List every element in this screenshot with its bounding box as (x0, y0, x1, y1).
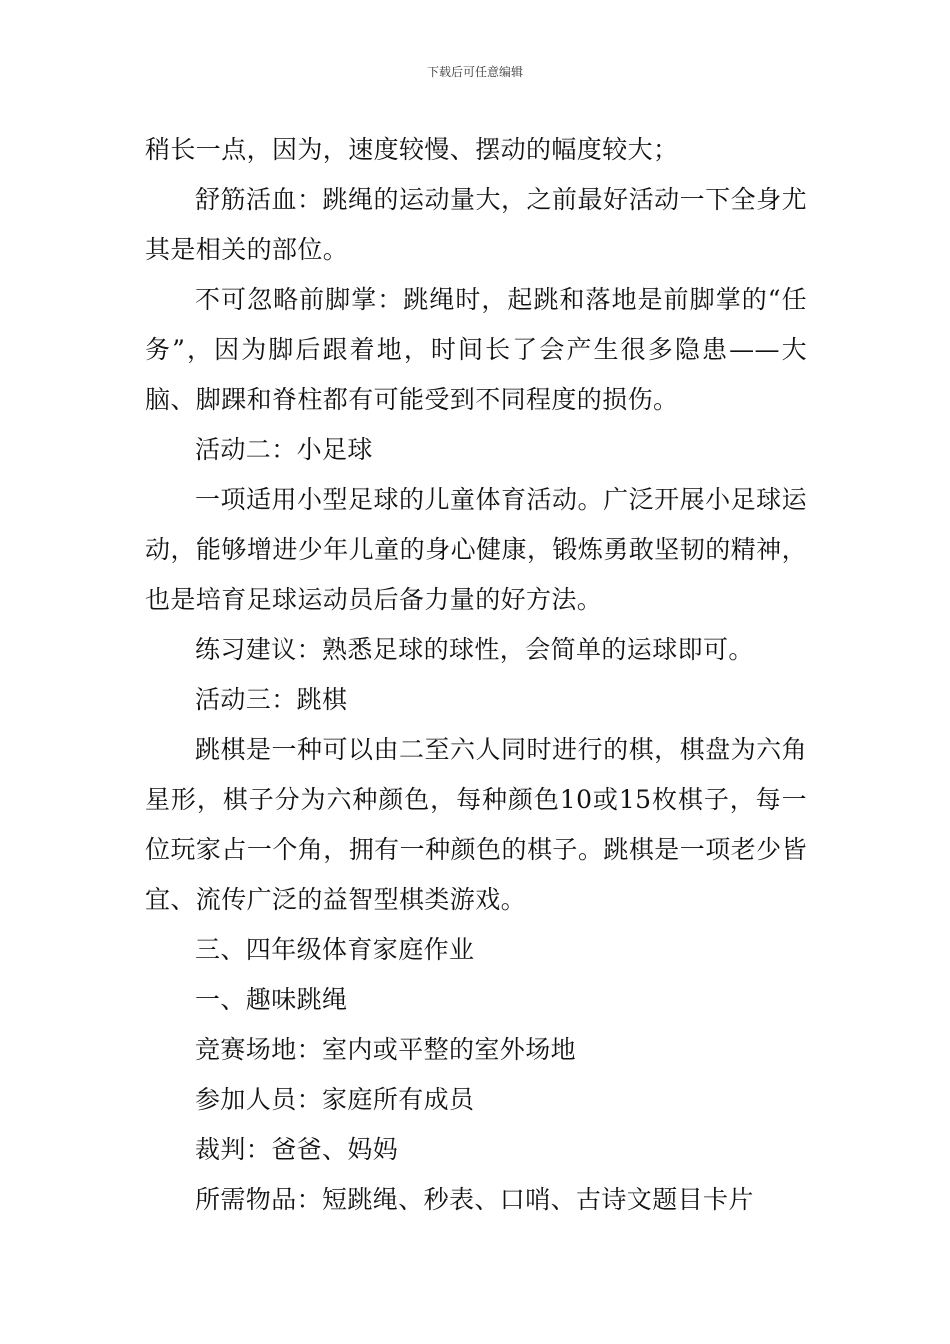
paragraph-9: 三、四年级体育家庭作业 (195, 935, 475, 964)
paragraph-10: 一、趣味跳绳 (195, 985, 348, 1014)
paragraph-1: 稍长一点，因为，速度较慢、摆动的幅度较大； (145, 135, 679, 164)
paragraph-5: 一项适用小型足球的儿童体育活动。广泛开展小足球运动，能够增进少年儿童的身心健康，锻炼勇敢坚韧的精神，也是培育足球运动员后备力量的好方法。 (145, 485, 807, 614)
paragraph-12: 参加人员：家庭所有成员 (195, 1085, 475, 1114)
document-body (145, 125, 807, 1225)
paragraph-4: 活动二：小足球 (195, 435, 373, 464)
page-header: 下载后可任意编辑 (426, 65, 523, 79)
paragraph-14: 所需物品：短跳绳、秒表、口哨、古诗文题目卡片 (195, 1185, 754, 1214)
paragraph-8: 跳棋是一种可以由二至六人同时进行的棋，棋盘为六角星形，棋子分为六种颜色，每种颜色10或15枚棋子，每一位玩家占一个角，拥有一种颜色的棋子。跳棋是一项老少皆宜、流传广泛的益智型棋类游戏。 (145, 735, 807, 914)
paragraph-2: 舒筋活血：跳绳的运动量大，之前最好活动一下全身尤其是相关的部位。 (145, 185, 807, 264)
paragraph-13: 裁判：爸爸、妈妈 (195, 1135, 399, 1164)
paragraph-11: 竞赛场地：室内或平整的室外场地 (195, 1035, 577, 1064)
paragraph-3: 不可忽略前脚掌：跳绳时，起跳和落地是前脚掌的“任务”，因为脚后跟着地，时间长了会产生很多隐患——大脑、脚踝和脊柱都有可能受到不同程度的损伤。 (145, 285, 807, 414)
paragraph-7: 活动三：跳棋 (195, 685, 348, 714)
paragraph-6: 练习建议：熟悉足球的球性，会简单的运球即可。 (195, 635, 754, 664)
